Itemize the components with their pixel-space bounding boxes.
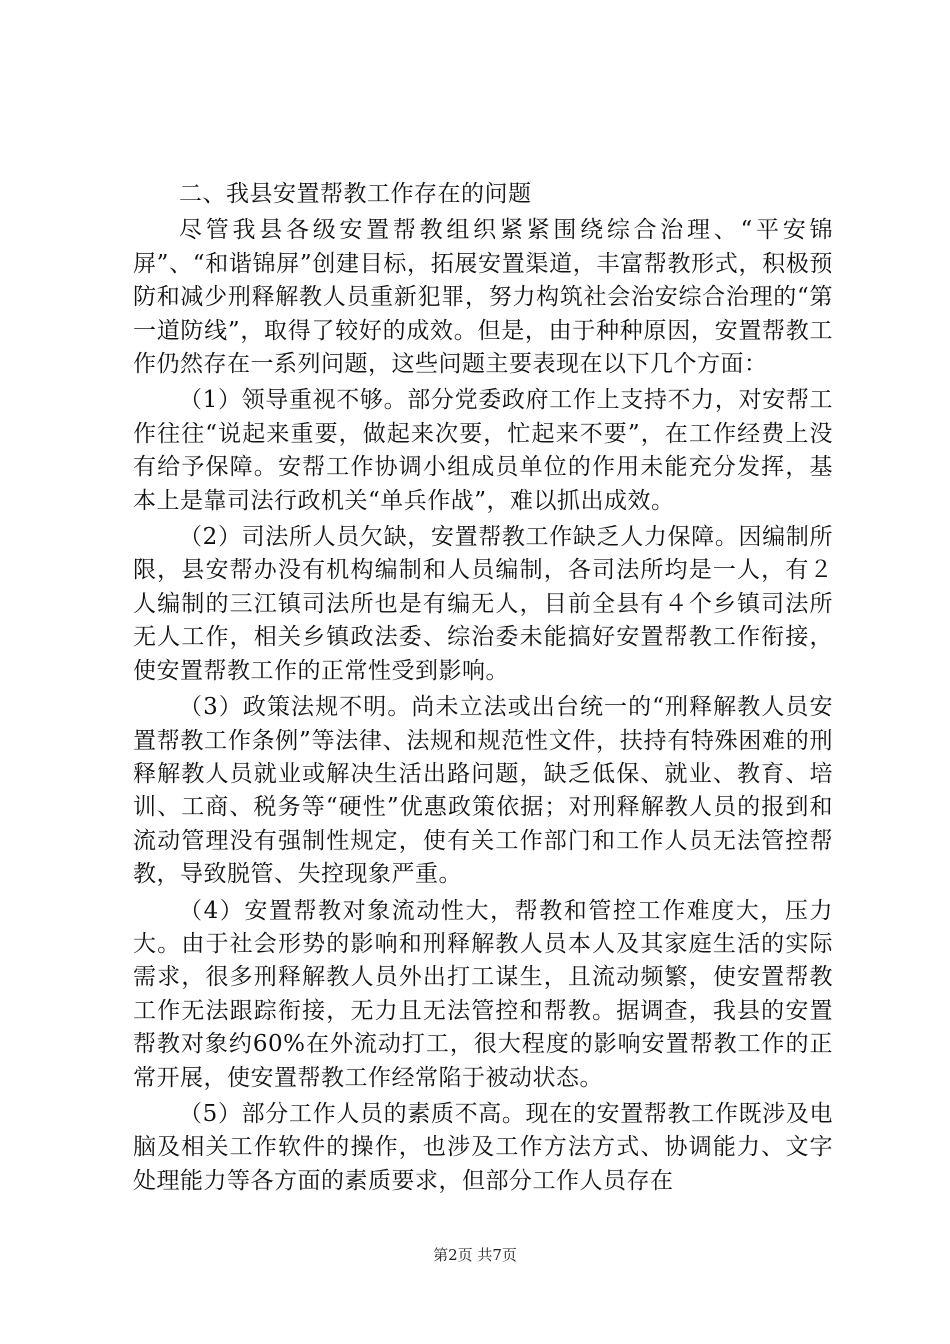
paragraph-item-1: （1）领导重视不够。部分党委政府工作上支持不力，对安帮工作往往“说起来重要，做起来次要，忙起来不要”，在工作经费上没有给予保障。安帮工作协调小组成员单位的作用未能充分发挥，基本上是靠司法行政机关“单兵作战”，难以抓出成效。 bbox=[133, 387, 833, 514]
page-number-footer: 第2页 共7页 bbox=[433, 1246, 517, 1264]
paragraph-item-3: （3）政策法规不明。尚未立法或出台统一的“刑释解教人员安置帮教工作条例”等法律、法规和规范性文件，扶持有特殊困难的刑释解教人员就业或解决生活出路问题，缺乏低保、就业、教育、培训、工商、税务等“硬性”优惠政策依据；对刑释解教人员的报到和流动管理没有强制性规定，使有关工作部门和工作人员无法管控帮教，导致脱管、失控现象严重。 bbox=[133, 694, 833, 888]
section-heading: 二、我县安置帮教工作存在的问题 bbox=[179, 181, 532, 207]
document-body bbox=[133, 178, 833, 1198]
paragraph-intro: 尽管我县各级安置帮教组织紧紧围绕综合治理、“平安锦屏”、“和谐锦屏”创建目标，拓展安置渠道，丰富帮教形式，积极预防和减少刑释解教人员重新犯罪，努力构筑社会治安综合治理的“第一道防线”，取得了较好的成效。但是，由于种种原因，安置帮教工作仍然存在一系列问题，这些问题主要表现在以下几个方面： bbox=[133, 217, 833, 378]
paragraph-item-2: （2）司法所人员欠缺，安置帮教工作缺乏人力保障。因编制所限，县安帮办没有机构编制和人员编制，各司法所均是一人，有２人编制的三江镇司法所也是有编无人，目前全县有４个乡镇司法所无人工作，相关乡镇政法委、综治委未能搞好安置帮教工作衔接，使安置帮教工作的正常性受到影响。 bbox=[133, 524, 833, 684]
paragraph-item-4: （4）安置帮教对象流动性大，帮教和管控工作难度大，压力大。由于社会形势的影响和刑释解教人员本人及其家庭生活的实际需求，很多刑释解教人员外出打工谋生，且流动频繁，使安置帮教工作无法跟踪衔接，无力且无法管控和帮教。据调查，我县的安置帮教对象约60%在外流动打工，很大程度的影响安置帮教工作的正常开展，使安置帮教工作经常陷于被动状态。 bbox=[133, 897, 833, 1091]
paragraph-item-5: （5）部分工作人员的素质不高。现在的安置帮教工作既涉及电脑及相关工作软件的操作，也涉及工作方法方式、协调能力、文字处理能力等各方面的素质要求，但部分工作人员存在 bbox=[133, 1100, 833, 1194]
